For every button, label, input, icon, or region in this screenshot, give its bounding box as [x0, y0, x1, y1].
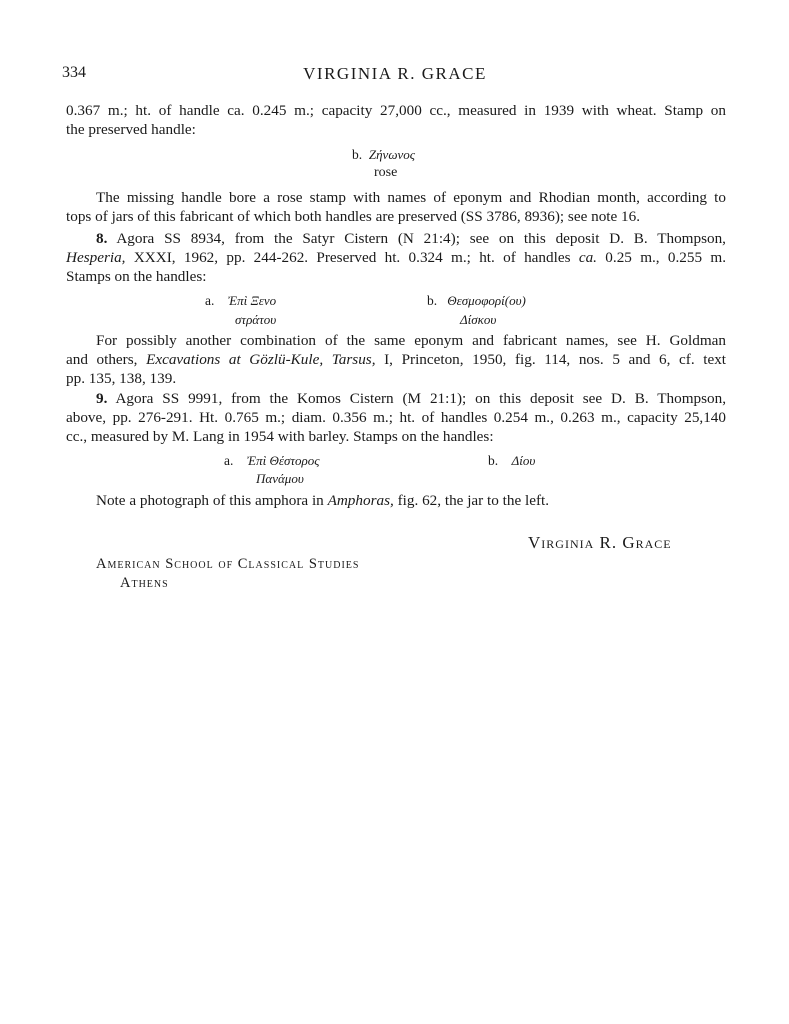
text-run: fig. 62, the jar to the left. — [397, 492, 550, 509]
stamp-greek-text: Θεσμοφορί(ου) — [447, 293, 526, 308]
stamp-label: b. — [488, 453, 499, 468]
page-number: 334 — [62, 64, 86, 81]
text-run: XXXI, 1962, pp. 244-262. Preserved ht. 0.324 m.; ht. of handles — [133, 249, 571, 266]
paragraph-continued — [66, 101, 726, 139]
catalog-item-8 — [66, 229, 726, 286]
paragraph-photo-note — [96, 491, 716, 510]
item-number: 8. — [96, 230, 108, 247]
text-line: The missing handle bore a rose stamp with names of eponym and Rhodian month, according to — [96, 189, 726, 206]
item-number: 9. — [96, 390, 108, 407]
text-line: 0.367 m.; ht. of handle ca. 0.245 m.; capacity 27,000 cc., measured in 1939 with wheat. Stamp on — [66, 102, 726, 119]
text-line: tops of jars of this fabricant of which both handles are preserved (SS 3786, 8936); see note 16. — [66, 208, 641, 225]
text-run: and others, — [66, 351, 138, 368]
paragraph-goldman — [66, 331, 726, 388]
text-run: Agora SS 9991, from the Komos Cistern (M 21:1); on this deposit see D. B. Thompson, — [115, 390, 727, 407]
text-line — [96, 491, 716, 510]
stamp-9a — [224, 451, 320, 470]
text-line — [66, 229, 726, 248]
stamp-rose: rose — [374, 165, 398, 180]
author-signature: Virginia R. Grace — [528, 533, 672, 552]
stamp-8a-line2: στράτου — [235, 312, 277, 327]
stamp-label: b. — [427, 293, 438, 308]
text-line: Stamps on the handles: — [66, 268, 207, 285]
text-line: For possibly another combination of the same eponym and fabricant names, see H. Goldman — [96, 332, 726, 349]
paragraph-missing-handle — [66, 188, 726, 226]
stamp-8b-line2: Δίσκου — [460, 312, 497, 327]
stamp-b — [352, 145, 415, 164]
stamp-label: a. — [224, 453, 234, 468]
city: Athens — [120, 575, 169, 591]
book-title: Amphoras, — [327, 492, 394, 509]
stamp-8b — [427, 291, 526, 310]
institution: American School of Classical Studies — [96, 556, 360, 572]
stamp-greek-text: Ἐπὶ Ξενο — [227, 293, 277, 308]
stamp-label: a. — [205, 293, 215, 308]
text-line — [66, 248, 726, 267]
stamp-greek-text: Ἐπὶ Θέστορος — [246, 453, 320, 468]
page-header — [62, 64, 728, 88]
text-run: Note a photograph of this amphora in — [96, 492, 324, 509]
running-head: VIRGINIA R. GRACE — [303, 64, 487, 83]
journal-title: Hesperia, — [66, 249, 126, 266]
stamp-greek-text: Ζήνωνος — [368, 147, 416, 162]
text-run: 0.25 m., 0.255 m. — [605, 249, 727, 266]
stamp-8a — [205, 291, 276, 310]
book-title: Excavations at Gözlü-Kule, Tarsus, — [146, 351, 376, 368]
stamp-9a-line2: Πανάμου — [256, 471, 304, 486]
text-line — [66, 350, 726, 369]
stamp-greek-text: Δίου — [511, 453, 536, 468]
text-line: pp. 135, 138, 139. — [66, 370, 177, 387]
text-line: above, pp. 276-291. Ht. 0.765 m.; diam. 0.356 m.; ht. of handles 0.254 m., 0.263 m., capacity 25,140 — [66, 409, 726, 426]
text-run: Agora SS 8934, from the Satyr Cistern (N 21:4); see on this deposit D. B. Thompson, — [116, 230, 726, 247]
catalog-item-9 — [66, 389, 726, 446]
text-run: I, Princeton, 1950, fig. 114, nos. 5 and 6, cf. text — [384, 351, 727, 368]
stamp-label: b. — [352, 147, 363, 162]
text-line: cc., measured by M. Lang in 1954 with barley. Stamps on the handles: — [66, 428, 494, 445]
text-run: ca. — [578, 249, 597, 266]
text-line: the preserved handle: — [66, 121, 196, 138]
stamp-9b — [488, 451, 535, 470]
text-line — [66, 389, 726, 408]
